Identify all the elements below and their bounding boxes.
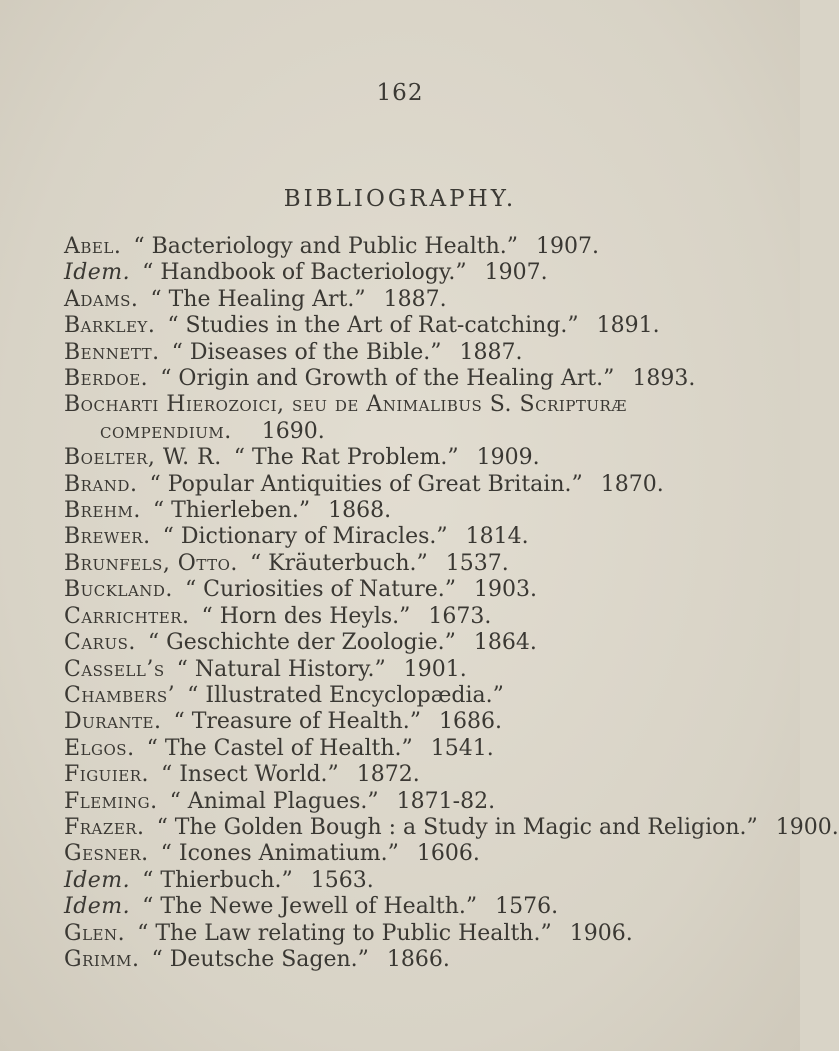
entry-year: 1868. — [328, 498, 392, 524]
entry-author: Brunfels, Otto. — [64, 550, 238, 576]
entry-work: “ Thierleben.” — [152, 498, 311, 524]
entry-author: Cassell’s — [64, 656, 165, 682]
entry-work: “ Thierbuch.” — [142, 867, 293, 893]
entry-work: “ Kräuterbuch.” — [249, 550, 428, 576]
entry-year: 1541. — [430, 735, 494, 761]
entry-work: “ Treasure of Health.” — [173, 709, 422, 735]
bibliography-entry — [64, 841, 794, 867]
entry-work: “ Insect World.” — [160, 762, 339, 788]
bibliography-entry — [64, 709, 794, 735]
entry-year: 1814. — [465, 524, 529, 550]
bibliography-entry — [64, 313, 794, 339]
entry-year: 1887. — [459, 339, 523, 365]
entry-author: Elgos. — [64, 735, 135, 761]
entry-year: 1686. — [439, 709, 503, 735]
entry-work: “ Popular Antiquities of Great Britain.” — [149, 471, 583, 497]
bibliography-entry — [64, 814, 839, 841]
bibliography-entry — [64, 366, 794, 392]
entry-author: Glen. — [64, 920, 126, 946]
bibliography-entry — [64, 524, 794, 550]
entry-work: “ Natural History.” — [176, 656, 386, 682]
entry-author: Idem. — [64, 867, 131, 893]
entry-author: Gesner. — [64, 841, 149, 867]
entry-author: Bennett. — [64, 339, 160, 365]
entry-author: Bocharti Hierozoici, seu de Animalibus S. Scripturæ compendium. — [64, 392, 627, 444]
bibliography-entry — [64, 657, 794, 683]
entry-work: “ Illustrated Encyclopædia.” — [187, 682, 504, 708]
bibliography-entry — [64, 498, 794, 524]
bibliography-entry — [64, 472, 794, 498]
entry-work: “ The Golden Bough : a Study in Magic and Religion.” — [156, 814, 758, 840]
bibliography-entry — [64, 392, 794, 445]
entry-work: “ Deutsche Sagen.” — [151, 946, 369, 972]
entry-work: “ The Rat Problem.” — [233, 445, 459, 471]
bibliography-list — [64, 234, 839, 973]
entry-author: Durante. — [64, 709, 162, 735]
entry-year: 1870. — [600, 471, 664, 497]
entry-year: 1673. — [428, 603, 492, 629]
entry-year: 1900. — [775, 814, 839, 840]
bibliography-entry — [64, 736, 794, 762]
bibliography-entry — [64, 260, 794, 286]
entry-author: Chambers’ — [64, 682, 176, 708]
entry-author: Brand. — [64, 471, 138, 497]
entry-work: “ Origin and Growth of the Healing Art.” — [160, 366, 615, 392]
entry-year: 1907. — [484, 260, 548, 286]
entry-year: 1901. — [403, 656, 467, 682]
entry-year: 1563. — [310, 867, 374, 893]
entry-work: “ The Healing Art.” — [150, 286, 366, 312]
entry-year: 1576. — [495, 894, 559, 920]
entry-year: 1871-82. — [396, 788, 496, 814]
entry-author: Carrichter. — [64, 603, 190, 629]
entry-author: Boelter, W. R. — [64, 445, 222, 471]
entry-work: “ Handbook of Bacteriology.” — [142, 260, 467, 286]
bibliography-entry — [64, 630, 794, 656]
entry-year: 1864. — [473, 630, 537, 656]
bibliography-entry — [64, 551, 794, 577]
page-title: BIBLIOGRAPHY. — [283, 186, 517, 212]
entry-work: “ Animal Plagues.” — [169, 788, 379, 814]
bibliography-entry — [64, 921, 794, 947]
entry-author: Fleming. — [64, 788, 158, 814]
page-number: 162 — [376, 80, 424, 106]
entry-work: “ Bacteriology and Public Health.” — [133, 234, 519, 259]
entry-author: Berdoe. — [64, 366, 149, 392]
entry-work: “ The Law relating to Public Health.” — [137, 920, 552, 946]
entry-work: “ The Newe Jewell of Health.” — [142, 894, 478, 920]
entry-year: 1537. — [445, 550, 509, 576]
bibliography-entry — [64, 234, 794, 260]
entry-author: Barkley. — [64, 313, 156, 339]
entry-work: “ Diseases of the Bible.” — [171, 339, 442, 365]
entry-author: Figuier. — [64, 762, 149, 788]
bibliography-entry — [64, 868, 794, 894]
entry-year: 1891. — [596, 313, 660, 339]
entry-work: “ Horn des Heyls.” — [201, 603, 411, 629]
entry-author: Brewer. — [64, 524, 151, 550]
entry-work: “ Geschichte der Zoologie.” — [147, 630, 456, 656]
bibliography-entry — [64, 789, 794, 815]
bibliography-entry — [64, 287, 794, 313]
entry-year: 1903. — [474, 577, 538, 603]
entry-author: Buckland. — [64, 577, 173, 603]
entry-year: 1893. — [632, 366, 696, 392]
entry-author: Abel. — [64, 234, 122, 259]
bibliography-entry — [64, 683, 794, 709]
bibliography-entry — [64, 947, 794, 973]
bibliography-entry — [64, 894, 794, 920]
entry-year: 1690. — [261, 418, 325, 444]
entry-author: Frazer. — [64, 814, 145, 840]
entry-year: 1606. — [416, 841, 480, 867]
entry-author: Carus. — [64, 630, 136, 656]
entry-year: 1906. — [569, 920, 633, 946]
entry-work: “ Curiosities of Nature.” — [184, 577, 457, 603]
entry-year: 1872. — [356, 762, 420, 788]
bibliography-entry — [64, 340, 794, 366]
bibliography-entry — [64, 762, 794, 788]
bibliography-entry — [64, 577, 794, 603]
bibliography-entry — [64, 604, 794, 630]
entry-work: “ Dictionary of Miracles.” — [162, 524, 448, 550]
entry-author: Brehm. — [64, 498, 141, 524]
bibliography-entry — [64, 445, 794, 471]
entry-author: Idem. — [64, 260, 131, 286]
entry-year: 1887. — [383, 286, 447, 312]
entry-year: 1907. — [536, 234, 600, 259]
entry-work: “ Icones Animatium.” — [160, 841, 399, 867]
entry-author: Grimm. — [64, 946, 140, 972]
entry-year: 1866. — [386, 946, 450, 972]
entry-year: 1909. — [476, 445, 540, 471]
entry-work: “ Studies in the Art of Rat-catching.” — [167, 313, 579, 339]
entry-work: “ The Castel of Health.” — [146, 735, 413, 761]
entry-author: Idem. — [64, 894, 131, 920]
entry-author: Adams. — [64, 286, 139, 312]
